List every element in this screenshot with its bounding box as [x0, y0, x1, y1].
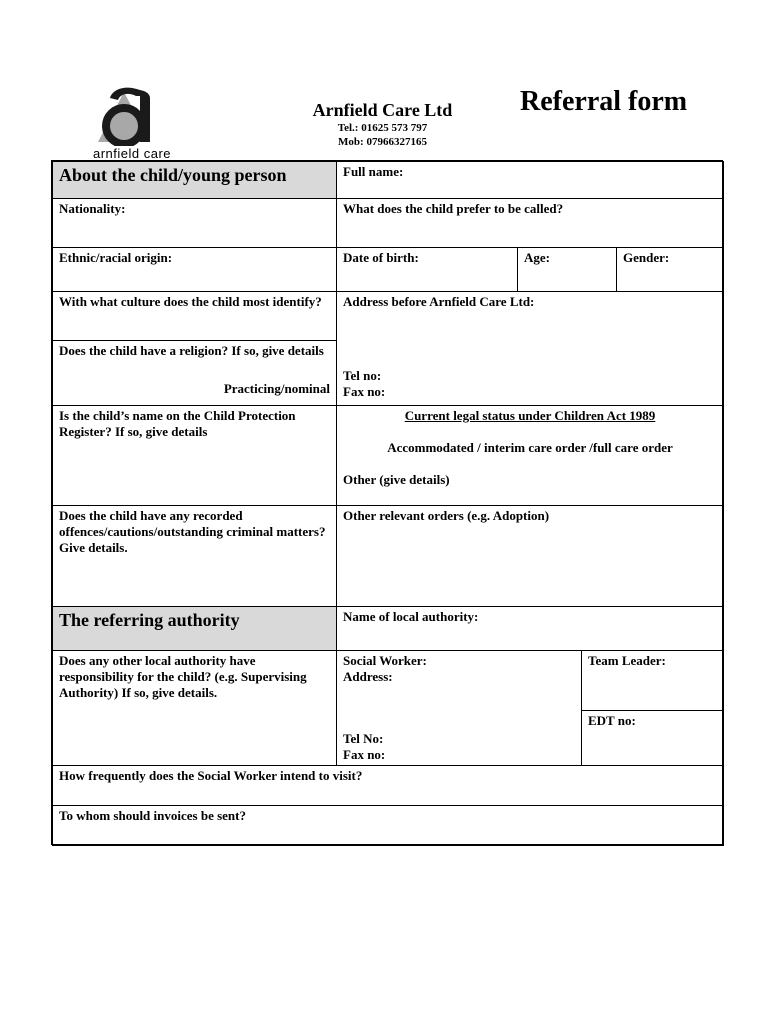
address-before-field[interactable]: [336, 291, 724, 406]
preferred-name-field[interactable]: What does the child prefer to be called?: [336, 198, 724, 248]
legal-status-field[interactable]: [336, 405, 724, 506]
full-name-field[interactable]: Full name:: [336, 161, 724, 199]
gender-field[interactable]: Gender:: [616, 247, 724, 292]
company-name: Arnfield Care Ltd: [312, 100, 453, 120]
offences-field[interactable]: Does the child have any recorded offences/cautions/outstanding criminal matters? Give details.: [52, 505, 337, 607]
company-info: [300, 100, 465, 149]
ethnic-origin-field[interactable]: Ethnic/racial origin:: [52, 247, 337, 292]
invoices-field[interactable]: To whom should invoices be sent?: [52, 805, 724, 846]
section-header-referring: The referring authority: [52, 606, 337, 651]
tel-no-label: Tel no:: [343, 368, 382, 383]
age-field[interactable]: Age:: [517, 247, 617, 292]
company-mob: Mob: 07966327165: [338, 136, 427, 148]
form-title: Referral form: [520, 86, 688, 117]
practicing-label: Practicing/nominal: [223, 381, 330, 396]
religion-label: Does the child have a religion? If so, give details: [59, 343, 324, 358]
logo-mark-icon: [94, 84, 170, 146]
referral-form: [51, 160, 723, 845]
section-header-about: About the child/young person: [52, 161, 337, 199]
social-worker-label: Social Worker:: [343, 653, 427, 668]
other-la-field[interactable]: Does any other local authority have responsibility for the child? (e.g. Supervising Authority) If so, give details.: [52, 650, 337, 766]
edt-no-field[interactable]: EDT no:: [581, 710, 724, 766]
address-label: Address:: [343, 669, 393, 684]
fax-no-label: Fax no:: [343, 384, 386, 399]
culture-field[interactable]: With what culture does the child most identify?: [52, 291, 337, 341]
visit-frequency-field[interactable]: How frequently does the Social Worker intend to visit?: [52, 765, 724, 806]
other-details-label: Other (give details): [343, 472, 450, 487]
religion-field[interactable]: [52, 340, 337, 406]
logo-text: arnfield care: [92, 146, 172, 161]
company-tel: Tel.: 01625 573 797: [337, 122, 428, 134]
cpr-field[interactable]: Is the child’s name on the Child Protection Register? If so, give details: [52, 405, 337, 506]
nationality-field[interactable]: Nationality:: [52, 198, 337, 248]
legal-status-label: Current legal status under Children Act 1989: [404, 408, 656, 423]
local-authority-field[interactable]: Name of local authority:: [336, 606, 724, 651]
other-orders-field[interactable]: Other relevant orders (e.g. Adoption): [336, 505, 724, 607]
tel-no2-label: Tel No:: [343, 731, 384, 746]
fax-no2-label: Fax no:: [343, 747, 386, 762]
social-worker-field[interactable]: [336, 650, 582, 766]
address-before-label: Address before Arnfield Care Ltd:: [343, 294, 535, 309]
company-logo: [78, 84, 186, 162]
team-leader-field[interactable]: Team Leader:: [581, 650, 724, 711]
legal-options-label: Accommodated / interim care order /full care order: [387, 440, 673, 455]
dob-field[interactable]: Date of birth:: [336, 247, 518, 292]
